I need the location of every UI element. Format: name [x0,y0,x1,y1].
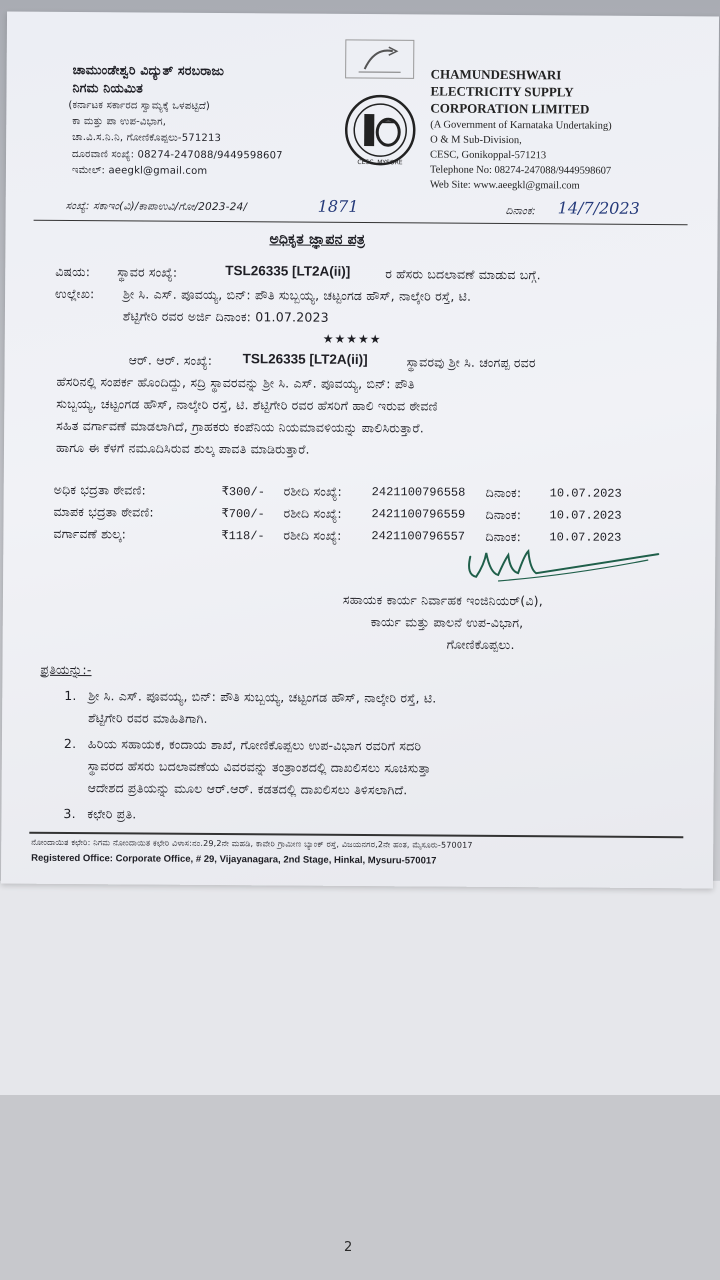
copy-item-line: ಶೆಟ್ಟಿಗೇರಿ ರವರ ಮಾಹಿತಿಗಾಗಿ. [88,710,208,726]
letterhead-en-line-1: (A Government of Karnataka Undertaking) [430,119,612,132]
reference-label: ಉಲ್ಲೇಖ: [55,285,95,302]
seal-text: CESC, MYSORE [357,158,403,167]
reference-line-2: ಶೆಟ್ಟಿಗೇರಿ ರವರ ಅರ್ಜಿ ದಿನಾಂಕ: 01.07.2023 [122,308,329,325]
fee-amount: ₹700/- [221,507,265,522]
body-line-1a: ಆರ್. ಆರ್. ಸಂಖ್ಯೆ: [128,352,213,368]
fee-date-label: ದಿನಾಂಕ: [485,506,522,523]
fee-receipt-label: ರಶೀದಿ ಸಂಖ್ಯೆ: [283,483,342,499]
signatory-line-3: ಗೋಣಿಕೊಪ್ಪಲು. [446,636,515,653]
underlying-paper [0,880,720,1096]
fee-date: 10.07.2023 [549,508,622,523]
header-divider [34,220,688,226]
fee-date-label: ದಿನಾಂಕ: [485,484,522,501]
letterhead-kn-line-1: ಚಾಮುಂಡೇಶ್ವರಿ ವಿದ್ಯುತ್ ಸರಬರಾಜು [72,61,225,79]
handwritten-signature [458,535,668,596]
fee-label: ಮಾಪಕ ಭದ್ರತಾ ಠೇವಣಿ: [53,503,154,520]
signatory-line-1: ಸಹಾಯಕ ಕಾರ್ಯ ನಿರ್ವಾಹಕ ಇಂಜಿನಿಯರ್(ವಿ), [342,591,543,609]
ref-date-handwritten: 14/7/2023 [557,198,640,218]
subject-rr-number: TSL26335 [LT2A(ii)] [225,263,351,279]
body-line-1b: ಸ್ಥಾವರವು ಶ್ರೀ ಸಿ. ಚಂಗಪ್ಪ ರವರ [406,354,536,371]
fee-receipt-number: 242110079655​8 [371,485,466,500]
page-number: 2 [344,1240,353,1255]
fee-amount: ₹300/- [221,485,265,500]
letterhead-en-line-3: CESC, Gonikoppal-571213 [430,149,547,162]
separator-stars: ★★★★★ [322,331,382,347]
body-rr-number: TSL26335 [LT2A(ii)] [242,351,368,368]
copy-item-line: ಸ್ಥಾವರದ ಹೆಸರು ಬದಲಾವಣೆಯ ವಿವರವನ್ನು ತಂತ್ರಾಂಶದಲ್ಲಿ ದಾಖಲಿಸಲು ಸೂಚಿಸುತ್ತಾ [87,758,431,776]
copy-item-number: 2. [63,735,77,752]
letterhead-en-line-4: Telephone No: 08274-247088/9449598607 [429,164,612,177]
subject-text-1: ಸ್ಥಾವರ ಸಂಖ್ಯೆ: [117,264,178,280]
cesc-small-logo [345,39,415,79]
fee-label: ವರ್ಗಾವಣೆ ಶುಲ್ಕ: [53,525,127,542]
subject-label: ವಿಷಯ: [55,263,91,280]
letterhead-kn-line-6: ದೂರವಾಣಿ ಸಂಖ್ಯೆ: 08274-247088/9449598607 [72,148,283,162]
ref-date-label: ದಿನಾಂಕ: [505,205,536,218]
copy-item-line: ಹಿರಿಯ ಸಹಾಯಕ, ಕಂದಾಯ ಶಾಖೆ, ಗೋಣಿಕೊಪ್ಪಲು ಉಪ-ವಿಭಾಗ ರವರಿಗೆ ಸದರಿ [87,736,422,754]
copies-heading: ಪ್ರತಿಯನ್ನು:- [40,661,92,678]
letterhead-kn-line-7: ಇಮೇಲ್: aeegkl@gmail.com [71,164,208,177]
subject-text-2: ರ ಹೆಸರು ಬದಲಾವಣೆ ಮಾಡುವ ಬಗ್ಗೆ. [385,266,541,283]
letterhead-en-title-3: CORPORATION LIMITED [430,100,590,117]
fee-receipt-number: 2421100796559 [371,507,466,522]
copy-item-number: 3. [63,805,76,822]
fee-receipt-number: 2421100796557 [371,529,466,544]
copy-item-line: ಕಛೇರಿ ಪ್ರತಿ. [87,806,137,822]
letterhead-kn-line-4: ಕಾ ಮತ್ತು ಪಾ ಉಪ-ವಿಭಾಗ, [72,115,167,128]
fee-amount: ₹118/- [221,529,265,544]
fee-date: 10.07.2023 [549,530,622,545]
lower-paper-area [0,1095,720,1280]
letterhead-en-line-2: O & M Sub-Division, [430,134,522,147]
document-title: ಅಧಿಕೃತ ಜ್ಞಾಪನ ಪತ್ರ [269,231,366,249]
fee-label: ಅಧಿಕ ಭದ್ರತಾ ಠೇವಣಿ: [53,481,147,498]
copy-item-line: ಶ್ರೀ ಸಿ. ಎಸ್. ಪೂವಯ್ಯ, ಬಿನ್: ಪೌತಿ ಸುಬ್ಬಯ್ಯ, ಚಟ್ಟಂಗಡ ಹೌಸ್, ನಾಲ್ಕೇರಿ ರಸ್ತೆ, ಟಿ. [88,688,437,706]
document-sheet [1,12,719,889]
letterhead-kn-line-2: ನಿಗಮ ನಿಯಮಿತ [72,79,144,96]
body-line-2: ಹೆಸರಿನಲ್ಲಿ ಸಂಪರ್ಕ ಹೊಂದಿದ್ದು, ಸದ್ರಿ ಸ್ಥಾವರವನ್ನು ಶ್ರೀ ಸಿ. ಎಸ್. ಪೂವಯ್ಯ, ಬಿನ್: ಪೌತಿ [56,373,415,392]
letterhead-en-title-2: ELECTRICITY SUPPLY [430,83,574,100]
copy-item-line: ಆದೇಶದ ಪ್ರತಿಯನ್ನು ಮೂಲ ಆರ್.ಆರ್. ಕಡತದಲ್ಲಿ ದಾಖಲಿಸಲು ತಿಳಿಸಲಾಗಿದೆ. [87,780,408,798]
letterhead-kn-line-3: (ಕರ್ನಾಟಕ ಸರ್ಕಾರದ ಸ್ವಾಮ್ಯಕ್ಕೆ ಒಳಪಟ್ಟಿದೆ) [68,99,211,112]
footer-en-address: Registered Office: Corporate Office, # 29, Vijayanagara, 2nd Stage, Hinkal, Mysuru-570017 [31,852,437,867]
fee-date-label: ದಿನಾಂಕ: [485,528,522,545]
ref-number-handwritten: 1871 [317,196,359,216]
fee-receipt-label: ರಶೀದಿ ಸಂಖ್ಯೆ: [283,505,342,521]
fee-receipt-label: ರಶೀದಿ ಸಂಖ್ಯೆ: [283,527,342,543]
signatory-line-2: ಕಾರ್ಯ ಮತ್ತು ಪಾಲನೆ ಉಪ-ವಿಭಾಗ, [370,614,524,631]
footer-kn-address: ನೋಂದಾಯಿತ ಕಛೇರಿ: ನಿಗಮ ನೋಂದಾಯಿತ ಕಛೇರಿ ವಿಳಾಸ:ನಂ.29,2ನೇ ಮಹಡಿ, ಕಾವೇರಿ ಗ್ರಾಮೀಣ ಬ್ಯಾಂಕ್ ರಸ್ತೆ, ವಿಜಯನಗರ,2ನೇ ಹಂತ, ಮೈಸೂರು-570017 [31,837,473,850]
footer-divider [29,832,683,838]
letterhead-en-line-5: Web Site: www.aeegkl@gmail.com [429,179,580,192]
letterhead-kn-line-5: ಚಾ.ವಿ.ಸ.ನಿ.ನಿ, ಗೋಣಿಕೊಪ್ಪಲು-571213 [72,131,222,145]
fee-date: 10.07.2023 [549,486,622,501]
body-line-4: ಸಹಿತ ವರ್ಗಾವಣೆ ಮಾಡಲಾಗಿದೆ, ಗ್ರಾಹಕರು ಕಂಪೆನಿಯ ನಿಯಮಾವಳಿಯನ್ನು ಪಾಲಿಸಿರುತ್ತಾರೆ. [56,417,424,436]
letterhead-en-title-1: CHAMUNDESHWARI [430,66,562,83]
ref-number-label: ಸಂಖ್ಯೆ: ಸಕಾಇಂ(ವಿ)/ಕಾಪಾಉವಿ/ಗೋ/2023-24/ [65,199,248,214]
body-line-5: ಹಾಗೂ ಈ ಕೆಳಗೆ ನಮೂದಿಸಿರುವ ಶುಲ್ಕ ಪಾವತಿ ಮಾಡಿರುತ್ತಾರೆ. [55,439,310,457]
reference-line-1: ಶ್ರೀ ಸಿ. ಎಸ್. ಪೂವಯ್ಯ, ಬಿನ್: ಪೌತಿ ಸುಬ್ಬಯ್ಯ, ಚಟ್ಟಂಗಡ ಹೌಸ್, ನಾಲ್ಕೇರಿ ರಸ್ತೆ, ಟಿ. [123,286,472,304]
cesc-seal-logo [342,92,419,169]
copy-item-number: 1. [64,687,77,704]
body-line-3: ಸುಬ್ಬಯ್ಯ, ಚಟ್ಟಂಗಡ ಹೌಸ್, ನಾಲ್ಕೇರಿ ರಸ್ತೆ, ಟಿ. ಶೆಟ್ಟಿಗೇರಿ ರವರ ಹೆಸರಿಗೆ ಹಾಲಿ ಇರುವ ಠೇವಣಿ [56,395,438,414]
